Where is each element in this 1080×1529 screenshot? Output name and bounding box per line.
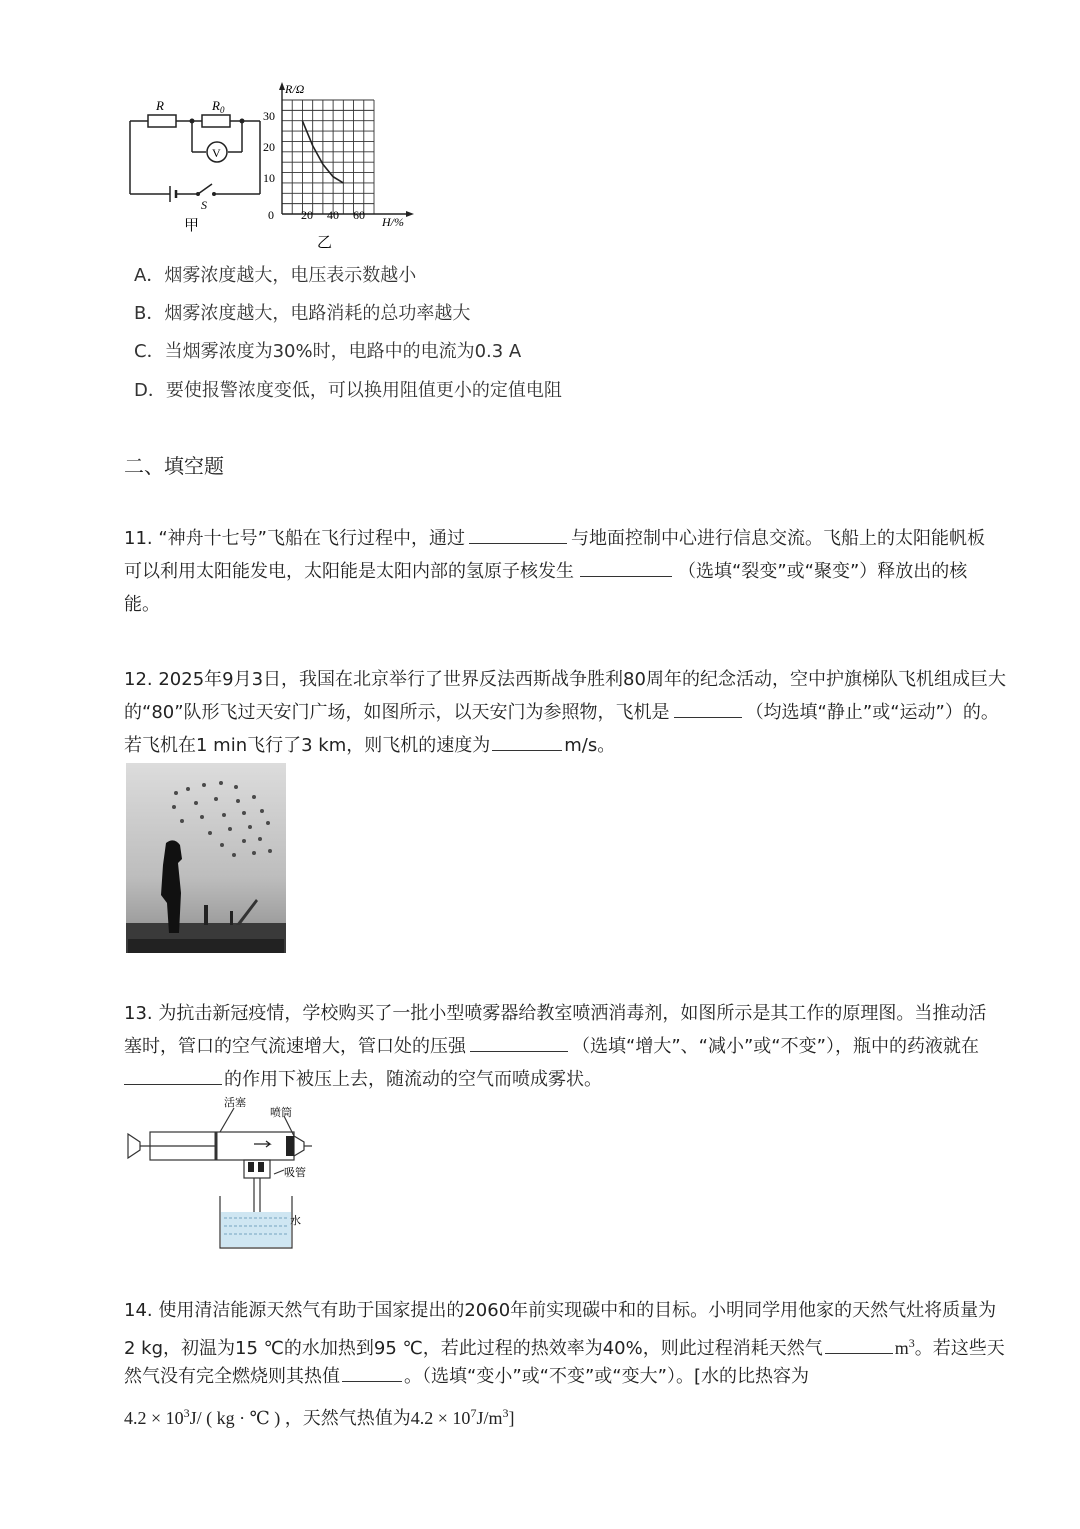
voltmeter-label: V [212, 146, 221, 160]
r0-label: $R_0$ [212, 98, 225, 115]
circuit-diagram [120, 90, 270, 240]
q13-line-1: 13. 为抗击新冠疫情，学校购买了一批小型喷雾器给教室喷洒消毒剂，如图所示是其工作的原理图。当推动活 [124, 1003, 987, 1024]
nozzle-label: 喷筒 [270, 1107, 292, 1119]
y-axis-label: R/Ω [285, 82, 305, 96]
q11-line-3: 能。 [124, 594, 160, 615]
flyover-photo [126, 763, 286, 953]
x-tick-60: 60 [353, 208, 365, 222]
q13-blank-1[interactable] [470, 1033, 568, 1052]
resistor-r0 [202, 115, 230, 127]
x-tick-20: 20 [301, 208, 313, 222]
option-a: A．烟雾浓度越大，电压表示数越小 [134, 265, 417, 286]
r-label: R [156, 98, 164, 113]
q11-blank-2[interactable] [580, 558, 672, 577]
q11-line-1: 11. “神舟十七号”飞船在飞行过程中，通过 与地面控制中心进行信息交流。飞船上的太阳能帆板 [124, 522, 985, 555]
section-title: 二、填空题 [124, 454, 224, 478]
resistor-r [148, 115, 176, 127]
q12-line-3: 若飞机在1 min飞行了3 km，则飞机的速度为 m/s。 [124, 729, 615, 762]
switch-label: S [201, 198, 207, 212]
q14-line-4: $4.2 \times 10^3J/$ ( kg · ℃ ) ，天然气热值为$4.2 \times 10^7J/m^3$] [124, 1406, 515, 1428]
x-axis-label: H/% [382, 215, 404, 229]
q13-line-2: 塞时，管口的空气流速增大，管口处的压强 （选填“增大”、“减小”或“不变”），瓶中的药液就在 [124, 1030, 979, 1063]
x-tick-0: 0 [268, 208, 274, 222]
graph-caption: 乙 [317, 235, 333, 251]
q14-line-1: 14. 使用清洁能源天然气有助于国家提出的2060年前实现碳中和的目标。小明同学用他家的天然气灶将质量为 [124, 1300, 997, 1321]
q12-blank-1[interactable] [674, 699, 742, 718]
piston-label: 活塞 [224, 1097, 246, 1109]
q11-line-2: 可以利用太阳能发电，太阳能是太阳内部的氢原子核发生 （选填“裂变”或“聚变”）释放出的核 [124, 555, 967, 588]
y-tick-10: 10 [263, 171, 275, 185]
q12-line-2: 的“80”队形飞过天安门广场，如图所示，以天安门为参照物，飞机是 （均选填“静止”或“运动”）的。 [124, 696, 999, 729]
q11-blank-1[interactable] [469, 525, 567, 544]
q12-blank-2[interactable] [492, 732, 562, 751]
q14-blank-1[interactable] [825, 1335, 893, 1354]
q13-blank-2[interactable] [124, 1066, 222, 1085]
option-c: C．当烟雾浓度为30%时，电路中的电流为0.3 A [134, 341, 522, 362]
switch [198, 184, 212, 194]
sprayer-diagram [124, 1096, 314, 1256]
water-label: 水 [290, 1215, 301, 1227]
x-tick-40: 40 [327, 208, 339, 222]
q13-line-3: 的作用下被压上去，随流动的空气而喷成雾状。 [124, 1063, 602, 1096]
tube-label: 吸管 [284, 1167, 306, 1179]
option-d: D．要使报警浓度变低，可以换用阻值更小的定值电阻 [134, 380, 562, 401]
resistance-graph [260, 78, 420, 254]
q14-blank-2[interactable] [342, 1363, 402, 1382]
q12-line-1: 12. 2025年9月3日，我国在北京举行了世界反法西斯战争胜利80周年的纪念活动，空中护旗梯队飞机组成巨大 [124, 669, 1006, 690]
y-tick-20: 20 [263, 140, 275, 154]
q14-line-3: 然气没有完全燃烧则其热值 。（选填“变小”或“不变”或“变大”）。[水的比热容为 [124, 1360, 809, 1393]
circuit-caption: 甲 [184, 218, 200, 234]
option-b: B．烟雾浓度越大，电路消耗的总功率越大 [134, 303, 471, 324]
q14-line-2: 2 kg，初温为15 ℃的水加热到95 ℃，若此过程的热效率为40%，则此过程消耗天然气 $m^3$。若这些天 [124, 1336, 1005, 1359]
y-tick-30: 30 [263, 109, 275, 123]
